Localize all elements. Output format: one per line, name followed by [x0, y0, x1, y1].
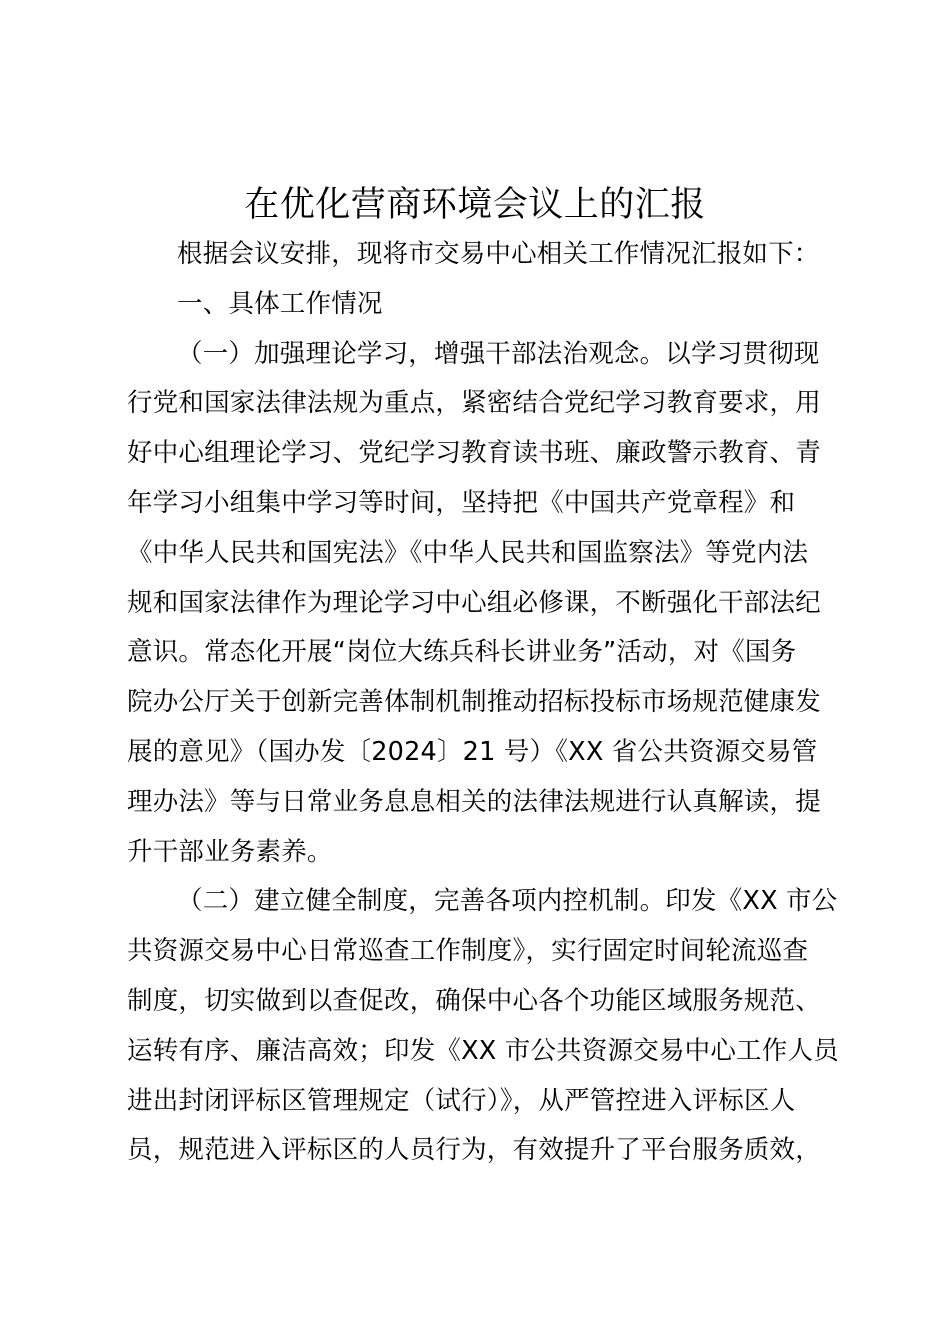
text-line: 院办公厅关于创新完善体制机制推动招标投标市场规范健康发 [127, 687, 821, 718]
text-line: 进出封闭评标区管理规定（试行）》，从严管控进入评标区人 [127, 1085, 796, 1116]
text-line: （二）建立健全制度，完善各项内控机制。印发《XX 市公 [177, 886, 838, 917]
text-line: 制度，切实做到以查促改，确保中心各个功能区域服务规范、 [127, 985, 821, 1016]
text-line: 升干部业务素养。 [127, 836, 333, 867]
text-line: 年学习小组集中学习等时间，坚持把《中国共产党章程》和 [127, 487, 796, 518]
text-line: 意识。常态化开展“岗位大练兵科长讲业务”活动，对《国务 [127, 637, 797, 668]
text-line: （一）加强理论学习，增强干部法治观念。以学习贯彻现 [177, 338, 820, 369]
document-body [127, 230, 839, 1176]
text-line: 共资源交易中心日常巡查工作制度》，实行固定时间轮流巡查 [127, 936, 809, 967]
text-line: 运转有序、廉洁高效；印发《XX 市公共资源交易中心工作人员 [127, 1035, 839, 1066]
text-line: 展的意见》（国办发〔2024〕21 号）《XX 省公共资源交易管 [127, 736, 818, 767]
text-line: 规和国家法律作为理论学习中心组必修课，不断强化干部法纪 [127, 587, 821, 618]
document-title: 在优化营商环境会议上的汇报 [244, 185, 706, 225]
text-line: 理办法》等与日常业务息息相关的法律法规进行认真解读，提 [127, 786, 821, 817]
text-line: 行党和国家法律法规为重点，紧密结合党纪学习教育要求，用 [127, 388, 821, 419]
text-line: 根据会议安排，现将市交易中心相关工作情况汇报如下： [177, 239, 820, 269]
text-line: 好中心组理论学习、党纪学习教育读书班、廉政警示教育、青 [127, 438, 821, 469]
text-line: 《中华人民共和国宪法》《中华人民共和国监察法》等党内法 [127, 537, 809, 568]
text-line: 一、具体工作情况 [177, 288, 383, 319]
text-line: 员，规范进入评标区的人员行为，有效提升了平台服务质效， [127, 1135, 821, 1166]
